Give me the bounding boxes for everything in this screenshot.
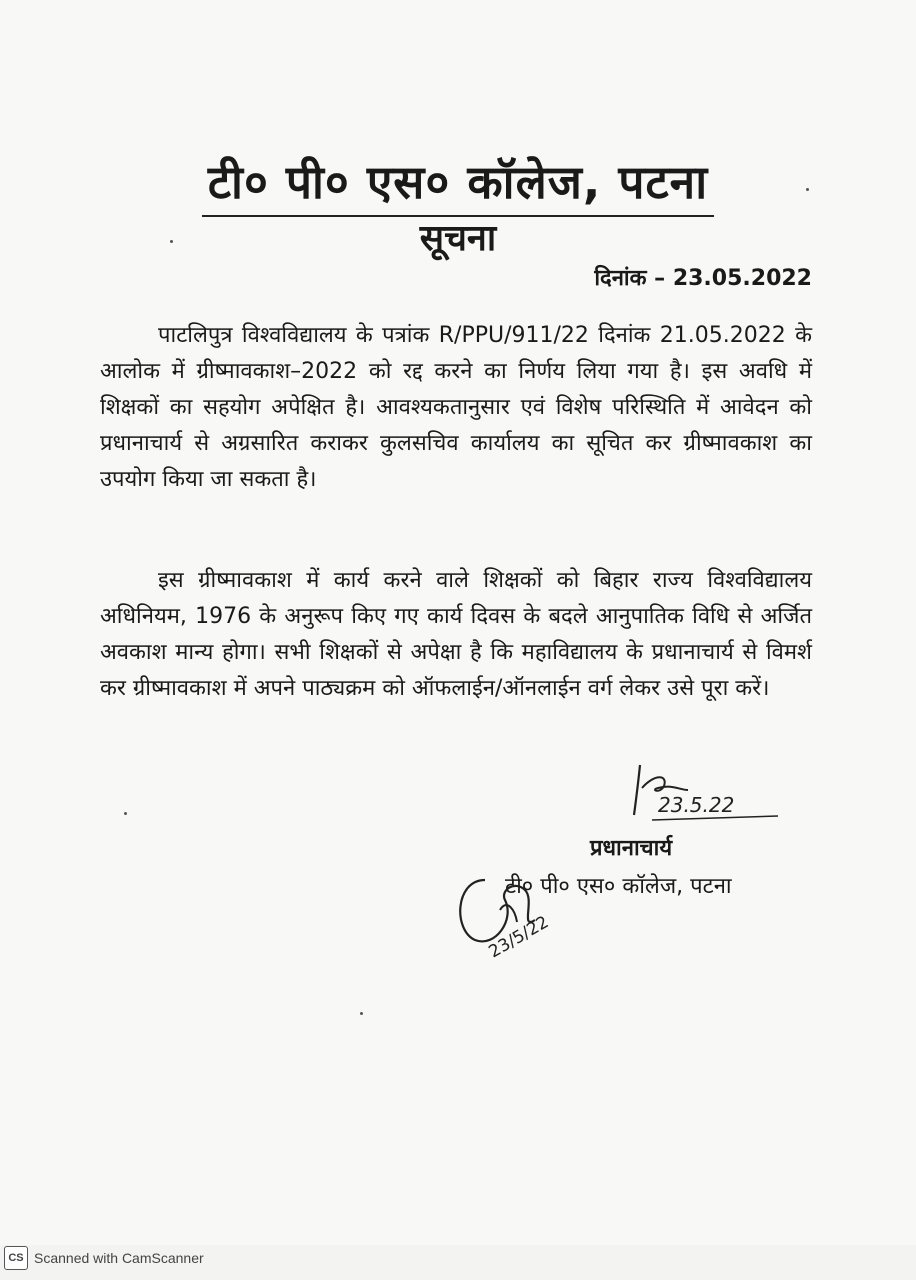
speck xyxy=(124,812,127,815)
signatory-role: प्रधानाचार्य xyxy=(590,836,673,861)
notice-date: दिनांक – 23.05.2022 xyxy=(594,266,812,291)
college-title: टी० पी० एस० कॉलेज, पटना xyxy=(0,150,916,212)
scanner-text: Scanned with CamScanner xyxy=(34,1250,204,1266)
speck xyxy=(360,1012,363,1015)
signatory-institution: टी० पी० एस० कॉलेज, पटना xyxy=(505,874,732,899)
signature-date: 23.5.22 xyxy=(658,793,735,817)
camscanner-logo: CS xyxy=(4,1246,28,1270)
initials-signature xyxy=(445,860,585,970)
principal-signature xyxy=(628,760,788,830)
initials-date: 23/5/22 xyxy=(485,912,553,963)
scanner-watermark xyxy=(0,1244,204,1272)
paragraph-2: इस ग्रीष्मावकाश में कार्य करने वाले शिक्षकों को बिहार राज्य विश्वविद्यालय अधिनियम, 1976 के अनुरूप किए गए कार्य दिवस के बदले आनुपातिक विधि से अर्जित अवकाश मान्य होगा। सभी शिक्षकों से अपेक्षा है कि महाविद्यालय के प्रधानाचार्य से विमर्श कर ग्रीष्मावकाश में अपने पाठ्यक्रम को ऑफलाईन/ऑनलाईन वर्ग लेकर उसे पूरा करें। xyxy=(100,568,812,701)
paragraph-1: पाटलिपुत्र विश्वविद्यालय के पत्रांक R/PPU/911/22 दिनांक 21.05.2022 के आलोक में ग्रीष्मावकाश–2022 को रद्द करने का निर्णय लिया गया है। इस अवधि में शिक्षकों का सहयोग अपेक्षित है। आवश्यकतानुसार एवं विशेष परिस्थिति में आवेदन को प्रधानाचार्य से अग्रसारित कराकर कुलसचिव कार्यालय का सूचित कर ग्रीष्मावकाश का उपयोग किया जा सकता है। xyxy=(100,323,812,492)
notice-heading: सूचना xyxy=(419,218,497,259)
